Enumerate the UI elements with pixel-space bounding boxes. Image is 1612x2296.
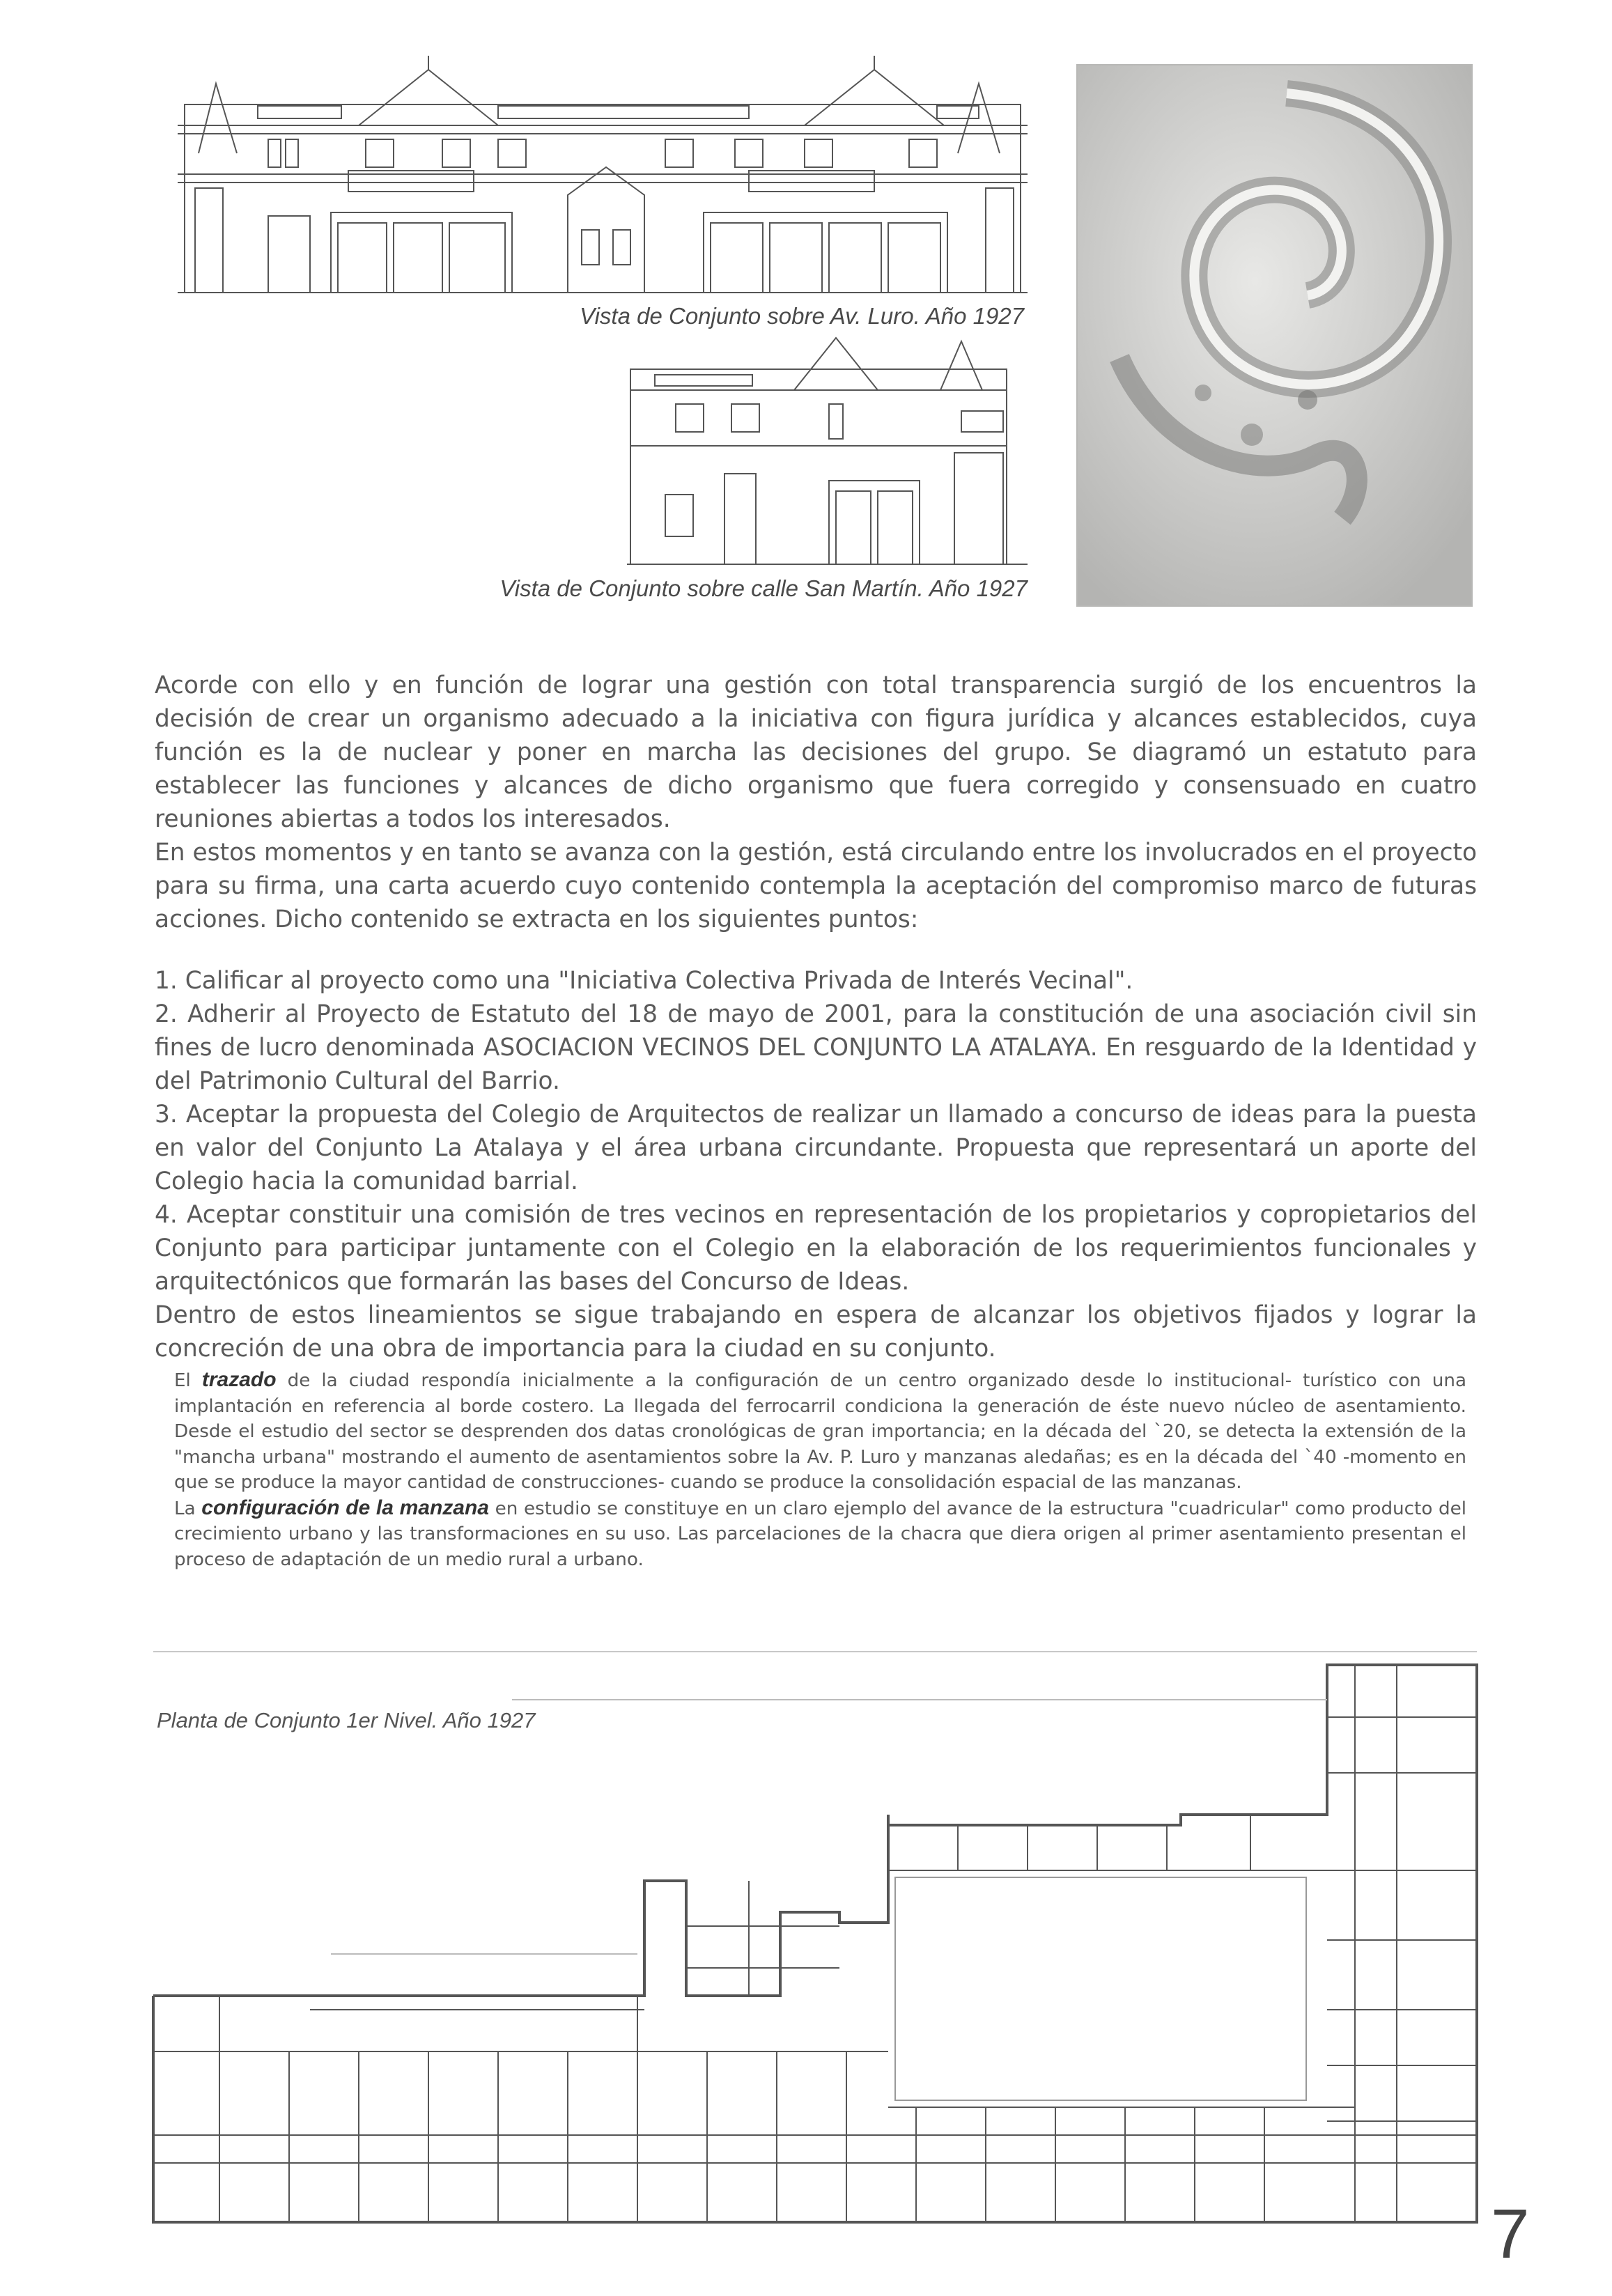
note-paragraph: El trazado de la ciudad respondía inicialmente a la configuración de un centro organizado desde lo institucional- turístico con una implantación en referencia al borde costero. La llegada del ferrocarril condiciona la generación de éste nuevo núcleo de asentamiento. Desde el estudio del sector se desprenden dos datas cronológicas de gran importancia; en la década del `20, se detecta la extensión de la "mancha urbana" mostrando el aumento de asentamientos sobre la Av. P. Luro y manzanas aledañas; es en la década del `40 -momento en que se produce la mayor cantidad de construcciones- cuando se produce la consolidación espacial de las manzanas. [174,1368,1466,1493]
paragraph: Dentro de estos lineamientos se sigue trabajando en espera de alcanzar los objetivos fijados y lograr la concreción de una obra de importancia para la ciudad en su conjunto. [155,1301,1477,1363]
ornament-volute-photo [1076,64,1473,607]
paragraph: En estos momentos y en tanto se avanza con la gestión, está circulando entre los involucrados en el proyecto para su firma, una carta acuerdo cuyo contenido contempla la aceptación del compromiso marco de futuras acciones. Dicho contenido se extracta en los siguientes puntos: [155,839,1477,933]
note-paragraph: La configuración de la manzana en estudio se constituye en un claro ejemplo del avance de la estructura "cuadricular" como producto del crecimiento urbano y las transformaciones en su uso. Las parcelaciones de la chacra que diera origen al primer asentamiento presentan el proceso de adaptación de un medio rural a urbano. [174,1496,1466,1570]
paragraph: Acorde con ello y en función de lograr una gestión con total transparencia surgió de los encuentros la decisión de crear un organismo adecuado a la iniciativa con figura jurídica y alcances establecidos, cuya función es la de nuclear y poner en marcha las decisiones del grupo. Se diagramó un estatuto para establecer las funciones y alcances de dicho organismo que fuera corregido y consensuado en cuatro reuniones abiertas a todos los interesados. [155,672,1477,833]
elevation-av-luro-drawing [178,56,1028,296]
list-item: 2. Adherir al Proyecto de Estatuto del 18 de mayo de 2001, para la constitución de una asociación civil sin fines de lucro denominada ASOCIACION VECINOS DEL CONJUNTO LA ATALAYA. En resguardo de la Identidad y del Patrimonio Cultural del Barrio. [155,1000,1477,1095]
page-number: 7 [1491,2195,1530,2273]
body-text [155,669,1477,1365]
elevation-main-caption: Vista de Conjunto sobre Av. Luro. Año 1927 [580,303,1024,329]
list-item: 3. Aceptar la propuesta del Colegio de Arquitectos de realizar un llamado a concurso de ideas para la puesta en valor del Conjunto La Atalaya y el área urbana circundante. Propuesta que representará un aporte del Colegio hacia la comunidad barrial. [155,1101,1477,1195]
list-item: 1. Calificar al proyecto como una "Iniciativa Colectiva Privada de Interés Vecinal". [155,967,1133,995]
plan-caption: Planta de Conjunto 1er Nivel. Año 1927 [157,1708,536,1732]
term-configuracion: configuración de la manzana [201,1496,489,1519]
term-trazado: trazado [201,1368,277,1391]
divider [153,1651,1477,1652]
note-box [174,1367,1466,1572]
elevation-san-martin-drawing [627,334,1028,568]
elevation-side-caption: Vista de Conjunto sobre calle San Martín. Año 1927 [499,575,1028,601]
list-item: 4. Aceptar constituir una comisión de tres vecinos en representación de los propietarios y copropietarios del Conjunto para participar juntamente con el Colegio en la elaboración de los requerimientos funcionales y arquitectónicos que formarán las bases del Concurso de Ideas. [155,1201,1477,1296]
floor-plan-drawing [150,1661,1480,2240]
